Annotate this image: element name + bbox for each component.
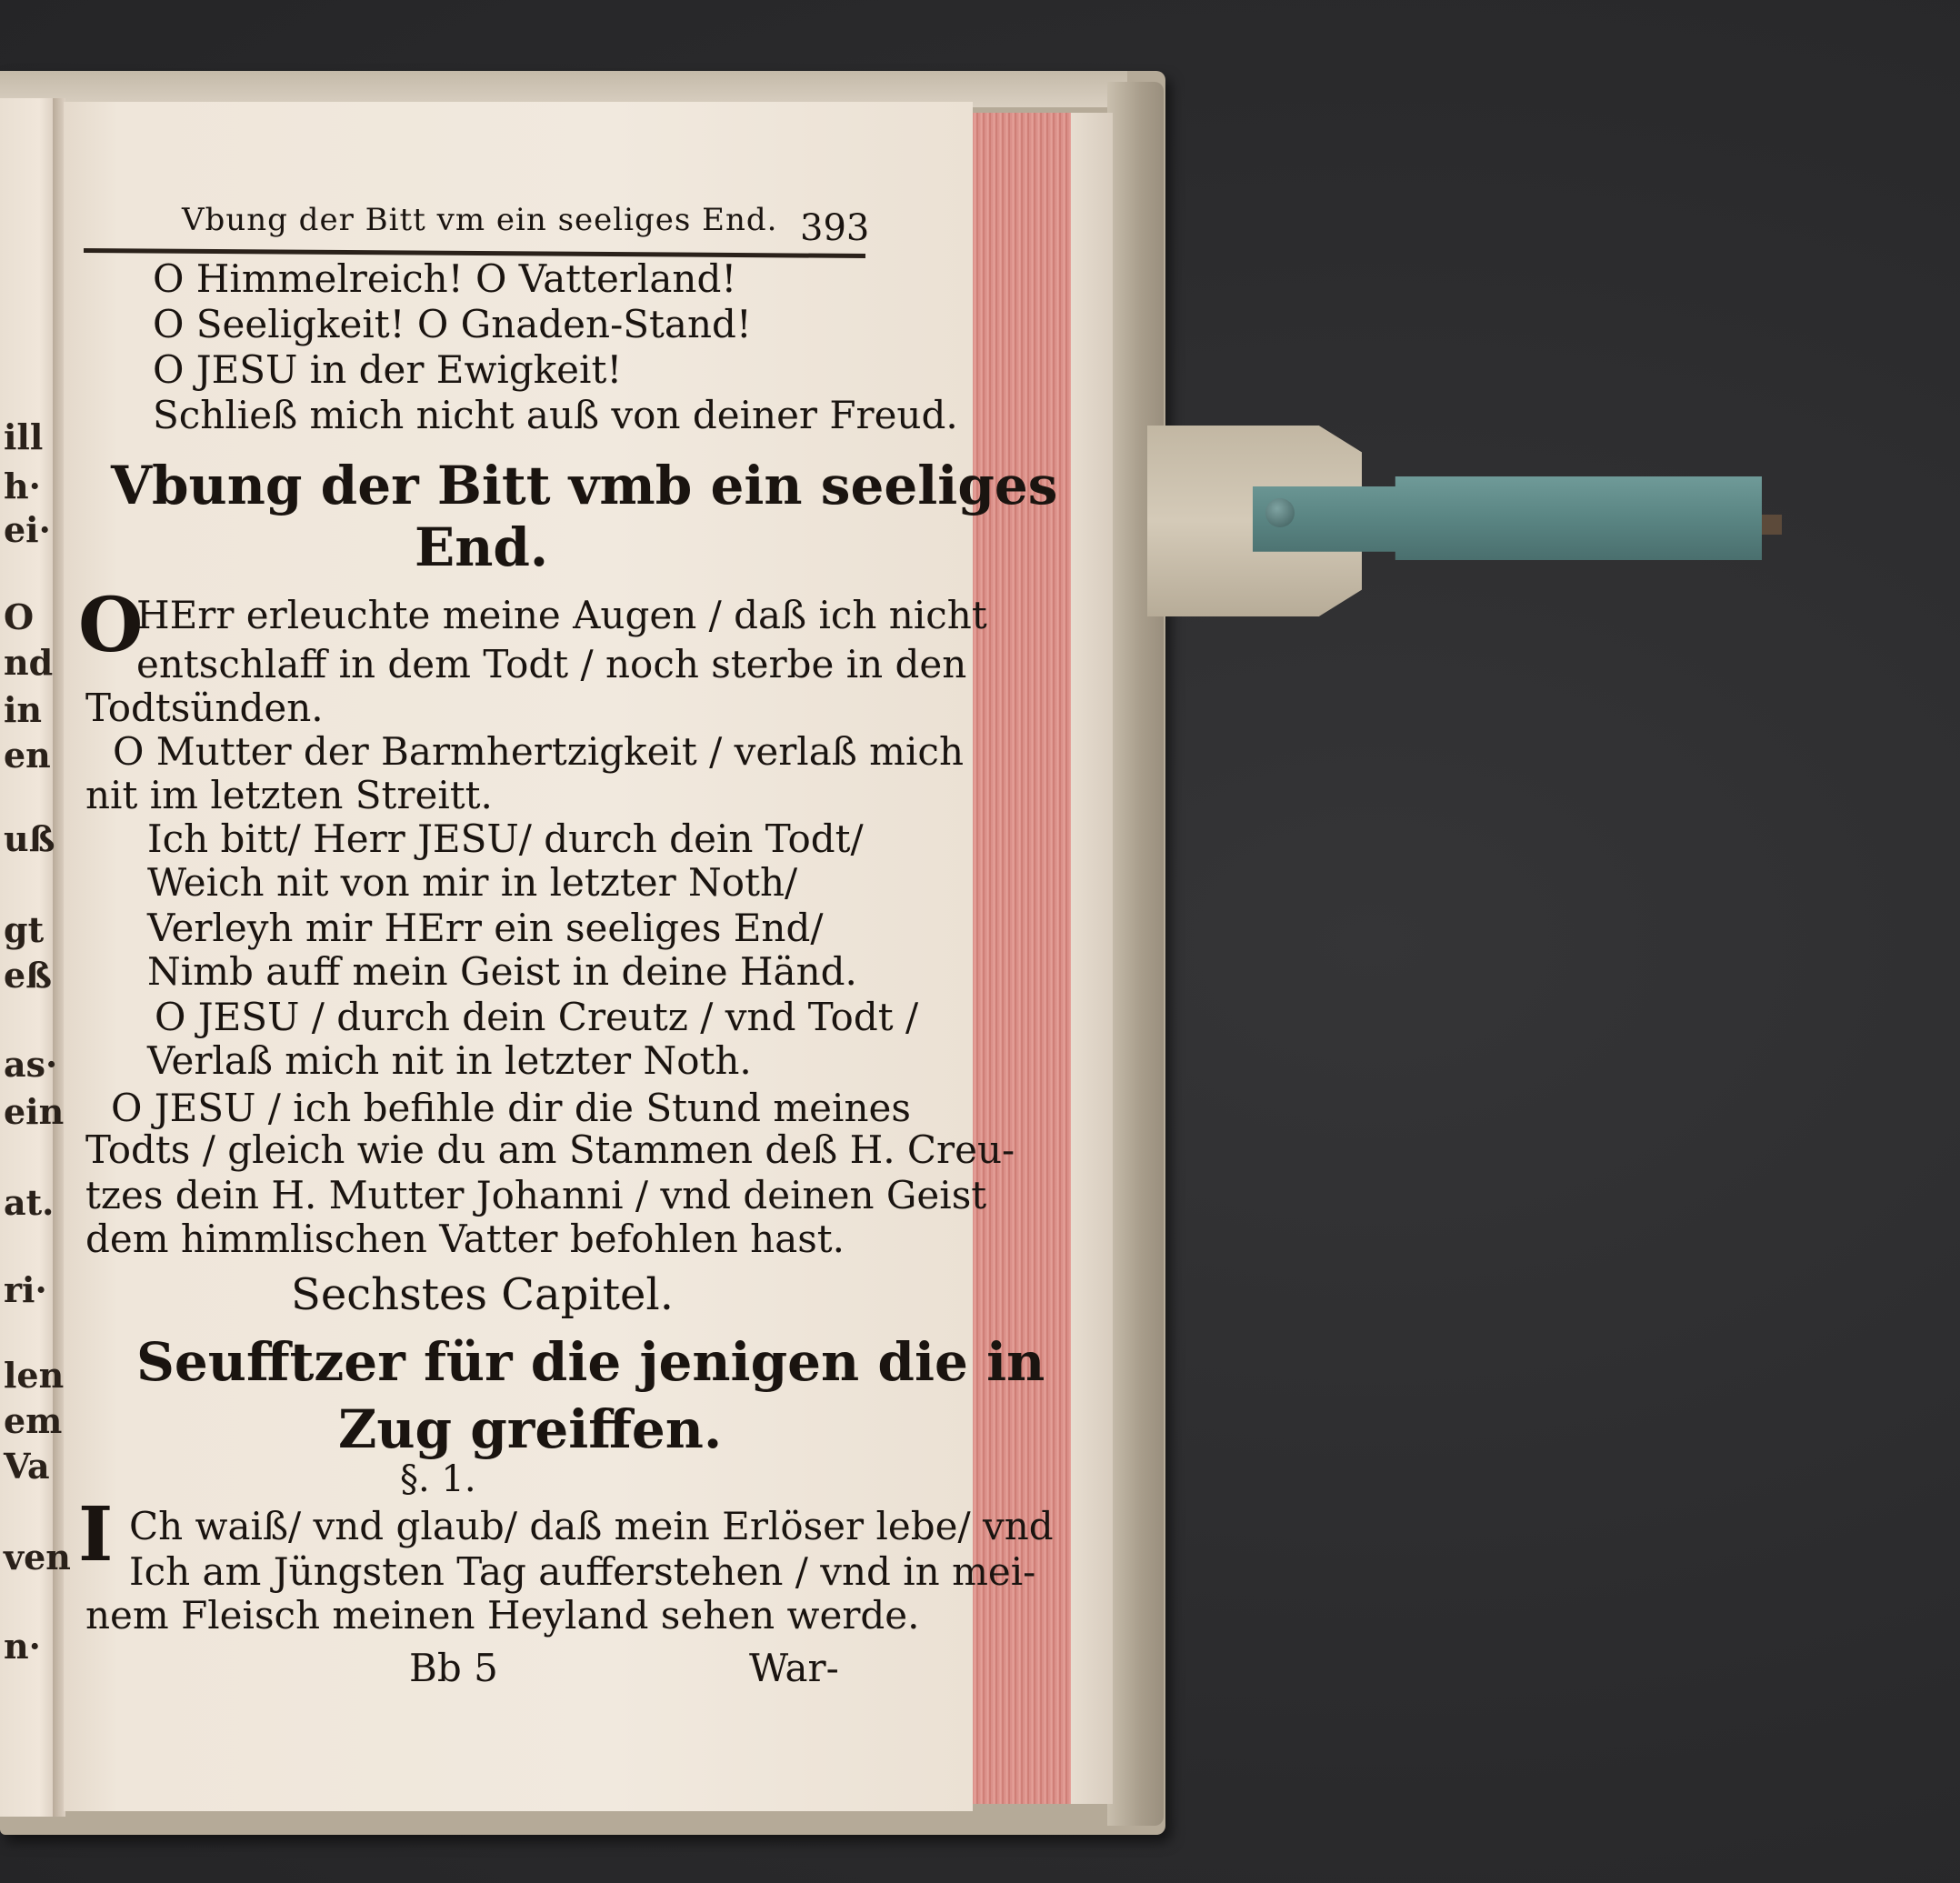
body-line: O Mutter der Barmhertzigkeit / verlaß mich <box>113 729 964 774</box>
verse-line: Verleyh mir HErr ein seeliges End/ <box>147 906 824 950</box>
section-heading-cont: End. <box>415 516 549 578</box>
verse-line: O Seeligkeit! O Gnaden-Stand! <box>153 302 752 346</box>
left-fragment: ein <box>4 1091 65 1132</box>
left-fragment: ven <box>4 1537 71 1578</box>
clasp-tip <box>1762 515 1782 535</box>
left-fragment: as· <box>4 1044 58 1085</box>
running-header: Vbung der Bitt vm ein seeliges End. <box>182 202 778 238</box>
left-fragment: in <box>4 689 43 730</box>
drop-cap: I <box>78 1491 114 1578</box>
left-fragment: ei· <box>4 509 51 550</box>
signature-mark: Bb 5 <box>409 1646 498 1690</box>
verse-line: O JESU / durch dein Creutz / vnd Todt / <box>155 995 919 1039</box>
page-number: 393 <box>800 207 870 249</box>
catchword: War- <box>749 1646 839 1690</box>
chapter-heading: Seufftzer für die jenigen die in <box>136 1331 1045 1393</box>
body-line: O JESU / ich befihle dir die Stund meines <box>111 1086 911 1130</box>
verse-line: Verlaß mich nit in letzter Noth. <box>147 1038 752 1083</box>
section-heading: Vbung der Bitt vmb ein seeliges <box>111 455 1058 516</box>
body-line: Ich am Jüngsten Tag aufferstehen / vnd in mei- <box>129 1549 1036 1594</box>
chapter-title: Sechstes Capitel. <box>291 1269 675 1320</box>
body-line: Todts / gleich wie du am Stammen deß H. Creu- <box>85 1127 1015 1172</box>
left-fragment: Va <box>4 1446 50 1487</box>
body-line: dem himmlischen Vatter befohlen hast. <box>85 1217 845 1261</box>
cover-fore-edge <box>1107 82 1164 1826</box>
verse-line: O Himmelreich! O Vatterland! <box>153 256 737 301</box>
left-fragment: en <box>4 735 51 776</box>
verse-line: Schließ mich nicht auß von deiner Freud. <box>153 393 958 437</box>
board-edge <box>1071 113 1113 1804</box>
body-line: entschlaff in dem Todt / noch sterbe in den <box>136 642 967 686</box>
left-fragment: eß <box>4 955 53 996</box>
left-fragment: n· <box>4 1626 41 1667</box>
left-fragment: uß <box>4 818 55 859</box>
left-fragment: nd <box>4 642 54 683</box>
left-fragment: gt <box>4 909 45 950</box>
verse-line: Weich nit von mir in letzter Noth/ <box>147 860 798 905</box>
left-fragment: em <box>4 1400 63 1441</box>
body-line: HErr erleuchte meine Augen / daß ich nicht <box>136 593 987 637</box>
body-line: nit im letzten Streitt. <box>85 773 493 817</box>
clasp-rivet-icon <box>1265 498 1295 527</box>
verse-line: Ich bitt/ Herr JESU/ durch dein Todt/ <box>147 816 864 861</box>
clasp-metal-hook <box>1253 476 1762 560</box>
body-line: Ch waiß/ vnd glaub/ daß mein Erlöser lebe/ vnd <box>129 1504 1054 1548</box>
left-fragment: ill <box>4 416 44 457</box>
body-line: Todtsünden. <box>85 686 324 730</box>
left-fragment: O <box>4 596 35 637</box>
left-fragment: len <box>4 1355 65 1396</box>
drop-cap: O <box>78 582 144 669</box>
left-fragment: ri· <box>4 1269 47 1310</box>
chapter-heading-cont: Zug greiffen. <box>338 1398 723 1460</box>
section-number: §. 1. <box>400 1458 476 1500</box>
left-fragment: h· <box>4 466 41 506</box>
left-fragment: at. <box>4 1182 55 1223</box>
verse-line: Nimb auff mein Geist in deine Händ. <box>147 949 857 994</box>
body-line: nem Fleisch meinen Heyland sehen werde. <box>85 1593 920 1638</box>
verse-line: O JESU in der Ewigkeit! <box>153 347 623 392</box>
body-line: tzes dein H. Mutter Johanni / vnd deinen Geist <box>85 1173 987 1217</box>
